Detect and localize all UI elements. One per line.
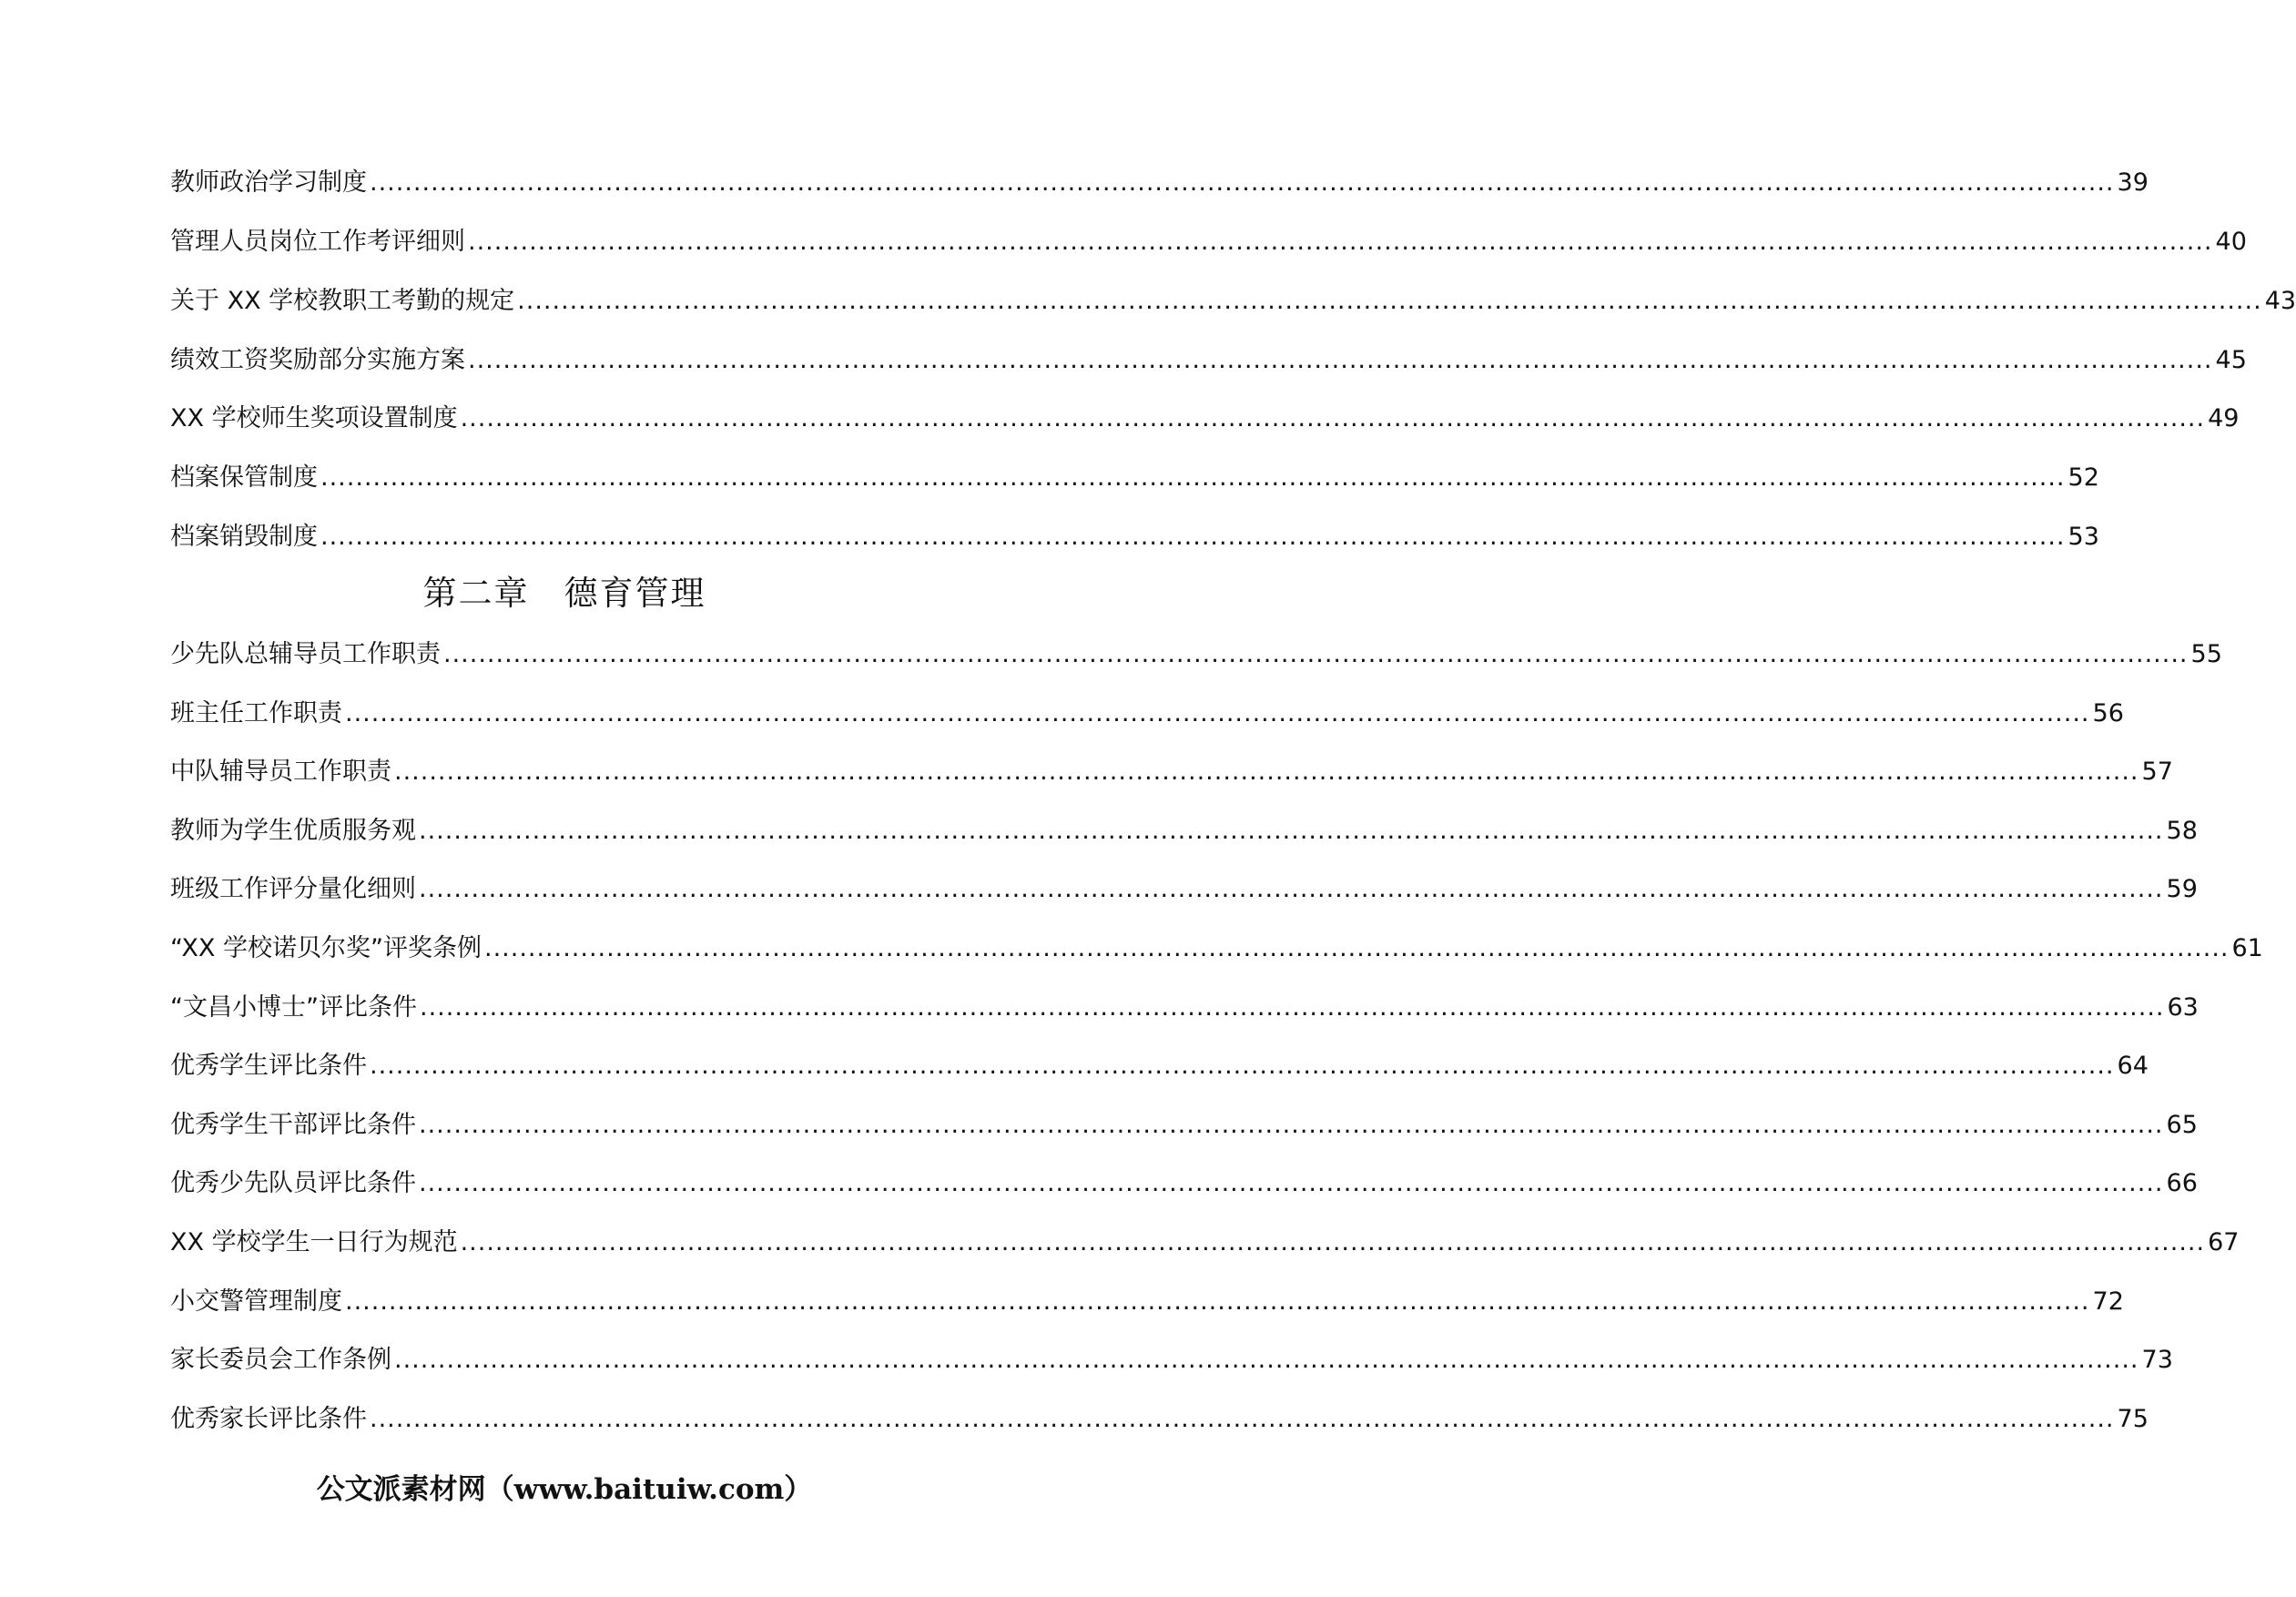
toc-entry-page: 40	[2215, 228, 2247, 256]
toc-entry-page: 73	[2141, 1346, 2173, 1374]
toc-entry-title: 教师政治学习制度	[170, 168, 367, 197]
toc-entry-title: XX 学校师生奖项设置制度	[170, 404, 458, 432]
dot-leader: ........................................................................................................................................................................................................	[460, 404, 2206, 432]
toc-entry-title: XX 学校学生一日行为规范	[170, 1228, 458, 1256]
toc-entry-title: 班主任工作职责	[170, 699, 342, 727]
dot-leader: ........................................................................................................................................................................................................	[468, 228, 2213, 256]
toc-entry-page: 63	[2167, 993, 2199, 1022]
toc-entry-page: 52	[2067, 463, 2099, 492]
toc-entry-page: 55	[2190, 640, 2222, 668]
chapter-title: 德育管理	[564, 574, 706, 613]
toc-entry-title: 中队辅导员工作职责	[170, 758, 391, 786]
toc-entry	[170, 924, 2263, 964]
toc-entry-page: 43	[2264, 287, 2296, 315]
toc-entry	[170, 218, 2247, 258]
toc-entry-title: 管理人员岗位工作考评细则	[170, 228, 465, 256]
dot-leader: ........................................................................................................................................................................................................	[468, 346, 2213, 374]
toc-entry-page: 57	[2141, 758, 2173, 786]
toc-entry-page: 75	[2117, 1405, 2149, 1433]
toc-entry	[170, 1395, 2149, 1435]
toc-entry	[170, 336, 2247, 376]
toc-entry	[170, 807, 2198, 847]
dot-leader: ........................................................................................................................................................................................................	[320, 523, 2066, 551]
toc-entry-title: 优秀学生评比条件	[170, 1052, 367, 1080]
toc-entry-page: 53	[2067, 523, 2099, 551]
toc-entry	[170, 983, 2199, 1023]
toc-entry	[170, 630, 2222, 670]
toc-entry	[170, 394, 2240, 434]
toc-entry-title: 档案保管制度	[170, 463, 318, 492]
toc-entry-title: 档案销毁制度	[170, 523, 318, 551]
toc-entry	[170, 1218, 2240, 1258]
toc-entry-page: 65	[2166, 1111, 2198, 1139]
toc-entry-page: 66	[2166, 1169, 2198, 1197]
toc-entry-title: 小交警管理制度	[170, 1287, 342, 1316]
toc-entry-title: “文昌小博士”评比条件	[170, 993, 417, 1022]
chapter-number: 第二章	[422, 574, 530, 613]
toc-entry	[170, 689, 2124, 729]
dot-leader: ........................................................................................................................................................................................................	[517, 287, 2262, 315]
dot-leader: ........................................................................................................................................................................................................	[345, 699, 2090, 727]
toc-entry	[170, 1042, 2149, 1082]
dot-leader: ........................................................................................................................................................................................................	[419, 993, 2165, 1022]
toc-entry	[170, 1336, 2173, 1376]
dot-leader: ........................................................................................................................................................................................................	[419, 875, 2164, 903]
toc-entry-title: 家长委员会工作条例	[170, 1346, 391, 1374]
dot-leader: ........................................................................................................................................................................................................	[419, 817, 2164, 845]
dot-leader: ........................................................................................................................................................................................................	[443, 640, 2189, 668]
dot-leader: ........................................................................................................................................................................................................	[394, 1346, 2139, 1374]
toc-entry	[170, 277, 2296, 317]
toc-entry	[170, 513, 2099, 553]
toc-entry	[170, 1101, 2198, 1141]
toc-entry-page: 67	[2208, 1228, 2240, 1256]
toc-entry-page: 61	[2231, 934, 2263, 962]
toc-entry-title: 绩效工资奖励部分实施方案	[170, 346, 465, 374]
toc-entry-title: 少先队总辅导员工作职责	[170, 640, 441, 668]
dot-leader: ........................................................................................................................................................................................................	[419, 1169, 2164, 1197]
toc-entry-title: “XX 学校诺贝尔奖”评奖条例	[170, 934, 482, 962]
toc-entry-page: 49	[2208, 404, 2240, 432]
toc-entry-page: 45	[2215, 346, 2247, 374]
dot-leader: ........................................................................................................................................................................................................	[370, 168, 2115, 197]
dot-leader: ........................................................................................................................................................................................................	[460, 1228, 2206, 1256]
toc-entry-page: 59	[2166, 875, 2198, 903]
toc-entry	[170, 1277, 2124, 1317]
toc-entry-title: 优秀少先队员评比条件	[170, 1169, 416, 1197]
footer-watermark: 公文派素材网（www.baituiw.com）	[316, 1473, 813, 1506]
dot-leader: ........................................................................................................................................................................................................	[370, 1052, 2115, 1080]
dot-leader: ........................................................................................................................................................................................................	[483, 934, 2230, 962]
toc-entry	[170, 158, 2149, 198]
dot-leader: ........................................................................................................................................................................................................	[370, 1405, 2115, 1433]
dot-leader: ........................................................................................................................................................................................................	[394, 758, 2139, 786]
toc-entry	[170, 865, 2198, 905]
toc-entry-page: 56	[2092, 699, 2124, 727]
dot-leader: ........................................................................................................................................................................................................	[320, 463, 2066, 492]
toc-entry-title: 班级工作评分量化细则	[170, 875, 416, 903]
toc-entry	[170, 453, 2099, 493]
toc-entry-page: 72	[2092, 1287, 2124, 1316]
toc-entry-page: 39	[2117, 168, 2149, 197]
toc-entry	[170, 748, 2173, 788]
toc-entry-title: 优秀家长评比条件	[170, 1405, 367, 1433]
toc-entry-title: 关于 XX 学校教职工考勤的规定	[170, 287, 515, 315]
toc-entry-title: 优秀学生干部评比条件	[170, 1111, 416, 1139]
dot-leader: ........................................................................................................................................................................................................	[419, 1111, 2164, 1139]
toc-entry	[170, 1159, 2198, 1199]
toc-entry-page: 64	[2117, 1052, 2149, 1080]
dot-leader: ........................................................................................................................................................................................................	[345, 1287, 2090, 1316]
chapter-heading	[0, 568, 1129, 619]
toc-entry-page: 58	[2166, 817, 2198, 845]
toc-entry-title: 教师为学生优质服务观	[170, 817, 416, 845]
